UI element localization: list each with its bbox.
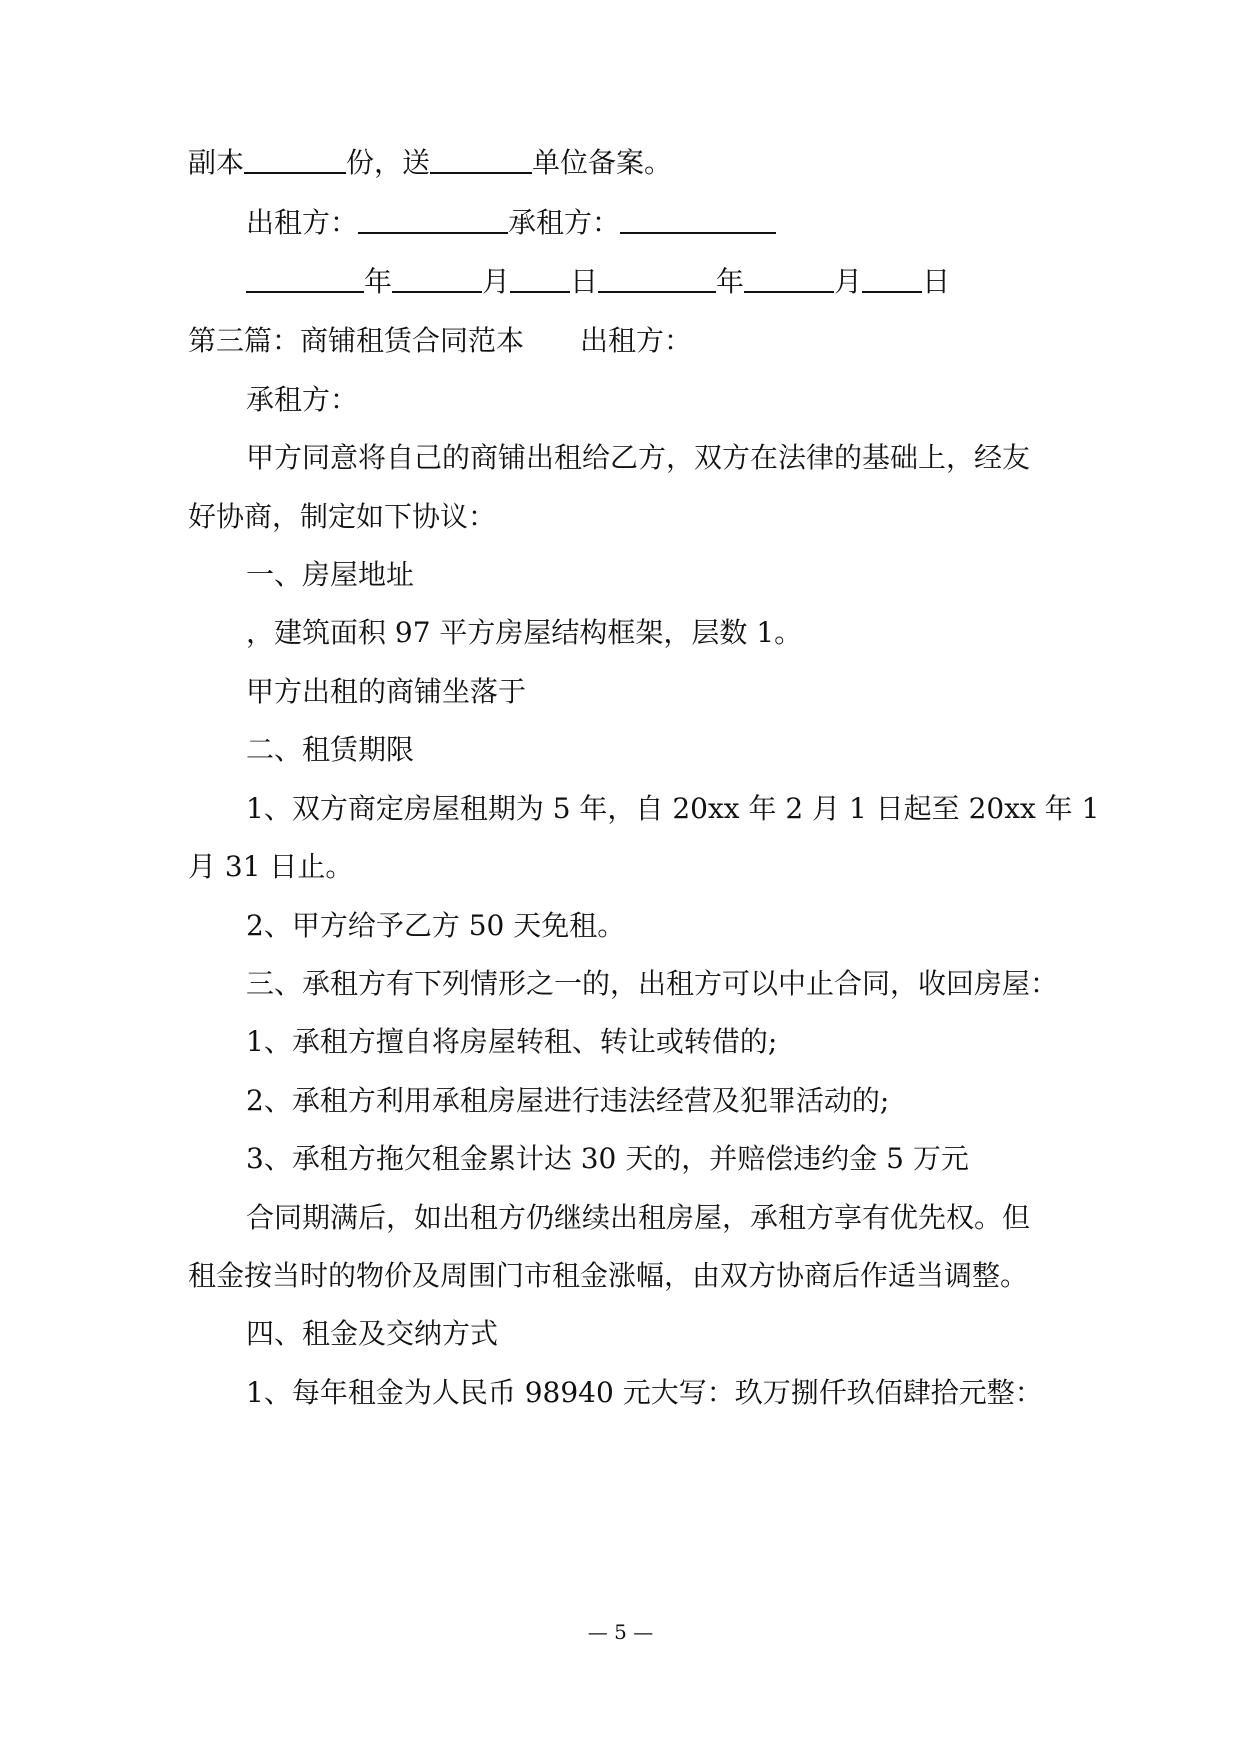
text-year-1: 年	[364, 265, 393, 298]
heading-address: 一、房屋地址	[246, 558, 415, 591]
text-lessor-label-2: 出租方：	[580, 324, 693, 357]
text-rent-1: 1、每年租金为人民币 98940 元大写：玖万捌仟玖佰肆拾元整：	[246, 1376, 1043, 1409]
blank-month-1	[392, 263, 482, 293]
text-year-2: 年	[716, 265, 745, 298]
line-section-title	[188, 321, 692, 361]
text-renewal-1: 合同期满后，如出租方仍继续出租房屋，承租方享有优先权。但	[246, 1201, 1031, 1234]
blank-year-1	[246, 263, 364, 293]
text-copies-label: 副本	[188, 146, 245, 179]
heading-rent: 四、租金及交纳方式	[246, 1317, 499, 1350]
text-lessee-label: 承租方：	[508, 206, 621, 239]
text-term-1b: 月 31 日止。	[188, 850, 354, 883]
blank-unit	[430, 144, 532, 174]
text-day-1: 日	[570, 265, 599, 298]
heading-termination: 三、承租方有下列情形之一的，出租方可以中止合同，收回房屋：	[246, 967, 1059, 1000]
blank-copies	[244, 144, 346, 174]
blank-day-1	[510, 263, 570, 293]
paragraph-intro-1: 甲方同意将自己的商铺出租给乙方，双方在法律的基础上，经友	[246, 441, 1031, 474]
blank-day-2	[862, 263, 922, 293]
line-dates	[246, 262, 950, 302]
line-copies	[188, 143, 672, 183]
text-term-1a: 1、双方商定房屋租期为 5 年，自 20xx 年 2 月 1 日起至 20xx 年 1	[246, 792, 1100, 825]
text-termination-3: 3、承租方拖欠租金累计达 30 天的，并赔偿违约金 5 万元	[246, 1142, 969, 1175]
text-month-1: 月	[482, 265, 511, 298]
blank-year-2	[598, 263, 716, 293]
text-day-2: 日	[922, 265, 951, 298]
text-term-2: 2、甲方给予乙方 50 天免租。	[246, 909, 626, 942]
text-area: ，建筑面积 97 平方房屋结构框架，层数 1。	[246, 616, 803, 649]
text-lessor-label: 出租方：	[246, 206, 359, 239]
line-lessee: 承租方：	[246, 383, 359, 416]
text-renewal-2: 租金按当时的物价及周围门市租金涨幅，由双方协商后作适当调整。	[188, 1259, 1029, 1292]
text-location: 甲方出租的商铺坐落于	[246, 675, 527, 708]
heading-term: 二、租赁期限	[246, 733, 415, 766]
page-number: — 5 —	[587, 1620, 654, 1644]
blank-lessor	[358, 204, 508, 234]
text-termination-2: 2、承租方利用承租房屋进行违法经营及犯罪活动的;	[246, 1084, 890, 1117]
blank-lessee	[620, 204, 776, 234]
section-title: 第三篇：商铺租赁合同范本	[188, 324, 525, 357]
blank-month-2	[744, 263, 834, 293]
text-filing: 单位备案。	[532, 146, 673, 179]
line-parties-signature	[246, 203, 776, 243]
text-send-label: 份，送	[346, 146, 431, 179]
text-termination-1: 1、承租方擅自将房屋转租、转让或转借的;	[246, 1025, 778, 1058]
text-month-2: 月	[834, 265, 863, 298]
paragraph-intro-2: 好协商，制定如下协议：	[188, 500, 497, 533]
